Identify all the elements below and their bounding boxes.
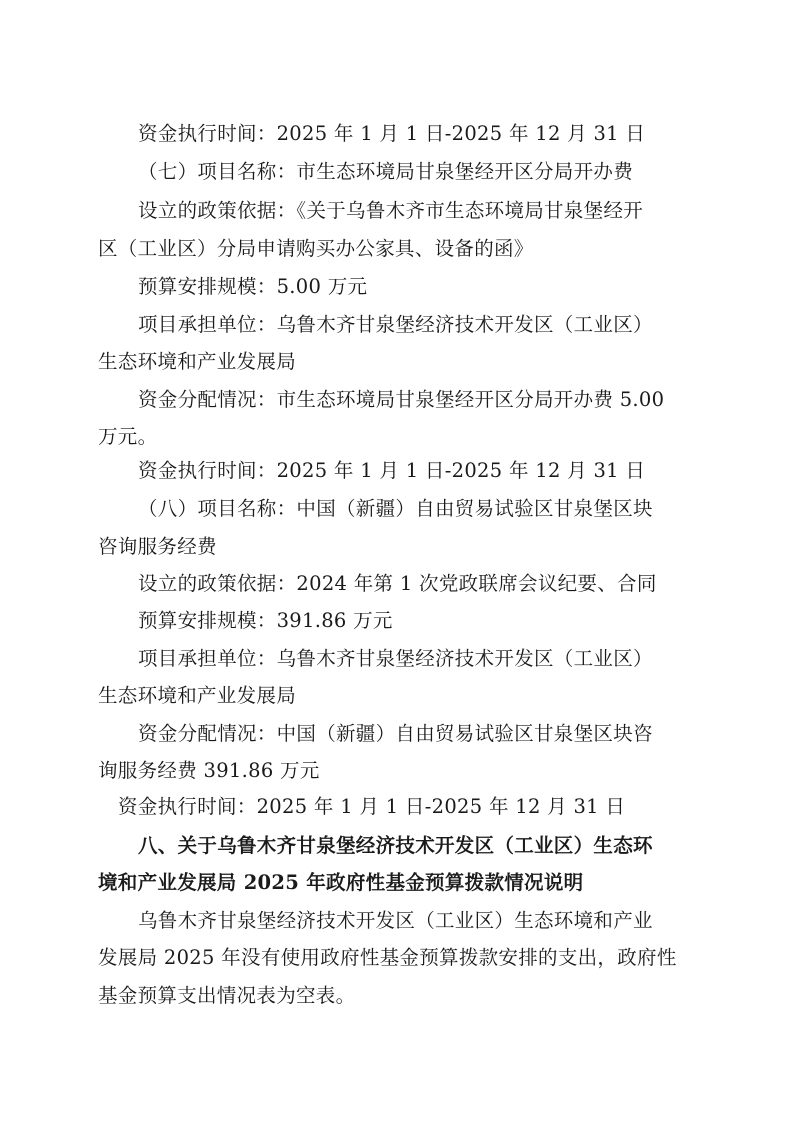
text-line: 设立的政策依据：《关于乌鲁木齐市生态环境局甘泉堡经开 (138, 199, 644, 222)
section-heading: 八、关于乌鲁木齐甘泉堡经济技术开发区（工业区）生态环 (138, 834, 653, 857)
text-line: 生态环境和产业发展局 (98, 350, 297, 373)
text-line: 发展局 2025 年没有使用政府性基金预算拨款安排的支出，政府性 (98, 946, 677, 969)
text-line: 询服务经费 391.86 万元 (98, 759, 320, 782)
text-line: 资金执行时间：2025 年 1 月 1 日-2025 年 12 月 31 日 (138, 459, 646, 482)
section-heading: 境和产业发展局 2025 年政府性基金预算拨款情况说明 (98, 871, 584, 894)
text-line: 区（工业区）分局申请购买办公家具、设备的函》 (98, 237, 534, 260)
text-line: 资金执行时间：2025 年 1 月 1 日-2025 年 12 月 31 日 (138, 122, 646, 145)
text-line: （八）项目名称：中国（新疆）自由贸易试验区甘泉堡区块 (138, 497, 653, 520)
text-line: 生态环境和产业发展局 (98, 684, 297, 707)
text-line: 项目承担单位：乌鲁木齐甘泉堡经济技术开发区（工业区） (138, 647, 653, 670)
text-line: 预算安排规模：391.86 万元 (138, 609, 393, 632)
text-line: 预算安排规模：5.00 万元 (138, 275, 368, 298)
text-line: 项目承担单位：乌鲁木齐甘泉堡经济技术开发区（工业区） (138, 313, 653, 336)
text-line: 设立的政策依据：2024 年第 1 次党政联席会议纪要、合同 (138, 572, 657, 595)
text-line: （七）项目名称：市生态环境局甘泉堡经开区分局开办费 (138, 160, 634, 183)
text-line: 资金分配情况：中国（新疆）自由贸易试验区甘泉堡区块咨 (138, 722, 653, 745)
text-line: 乌鲁木齐甘泉堡经济技术开发区（工业区）生态环境和产业 (138, 909, 653, 932)
text-line: 万元。 (98, 425, 158, 448)
text-line: 资金执行时间：2025 年 1 月 1 日-2025 年 12 月 31 日 (118, 795, 626, 818)
text-line: 基金预算支出情况表为空表。 (98, 984, 356, 1007)
text-line: 资金分配情况：市生态环境局甘泉堡经开区分局开办费 5.00 (138, 388, 665, 411)
text-line: 咨询服务经费 (98, 535, 217, 558)
